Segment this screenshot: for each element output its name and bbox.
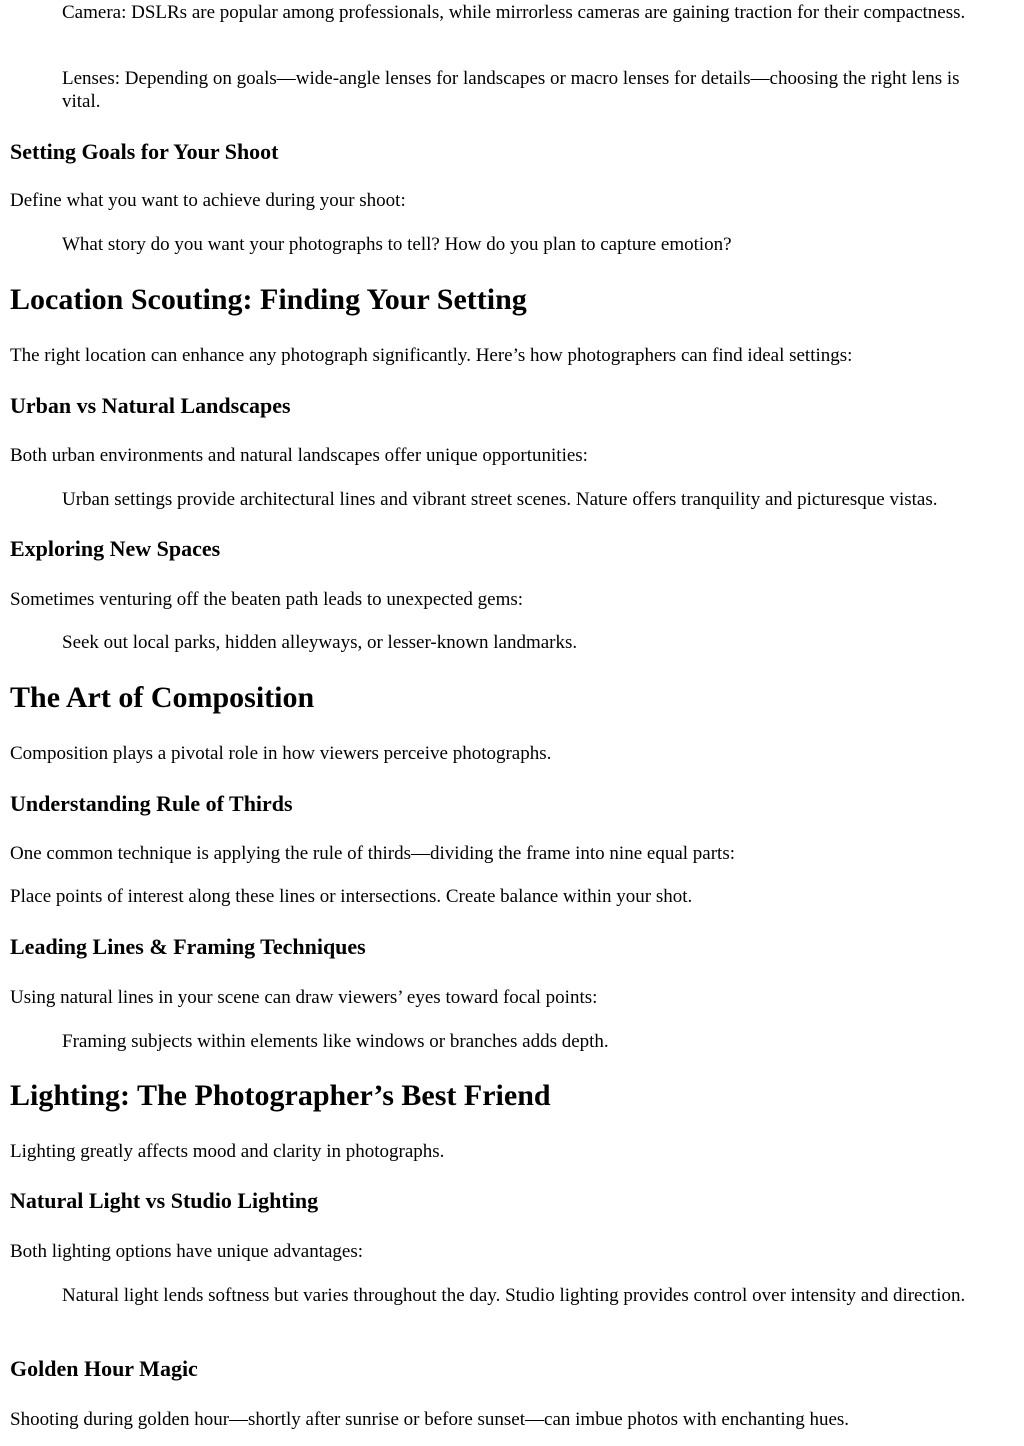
list-item-explore: Seek out local parks, hidden alleyways, or lesser-known landmarks. (62, 632, 578, 653)
paragraph-goals-intro: Define what you want to achieve during your shoot: (10, 190, 406, 211)
list-item-lenses: Lenses: Depending on goals—wide-angle lenses for landscapes or macro lenses for details—choosing the right lens is vital. (62, 68, 960, 112)
paragraph-natural-intro: Both lighting options have unique advantages: (10, 1241, 364, 1262)
section-heading-goals: Setting Goals for Your Shoot (10, 139, 279, 164)
subsection-heading-thirds: Understanding Rule of Thirds (10, 791, 293, 816)
paragraph-thirds-detail: Place points of interest along these lines or intersections. Create balance within your shot. (10, 886, 693, 907)
paragraph-golden-hour: Shooting during golden hour—shortly after sunrise or before sunset—can imbue photos with enchanting hues. (10, 1409, 850, 1430)
list-item-leading: Framing subjects within elements like windows or branches adds depth. (62, 1031, 609, 1052)
section-heading-composition: The Art of Composition (10, 681, 315, 714)
paragraph-composition-intro: Composition plays a pivotal role in how viewers perceive photographs. (10, 743, 552, 764)
paragraph-urban-intro: Both urban environments and natural landscapes offer unique opportunities: (10, 445, 588, 466)
subsection-heading-explore: Exploring New Spaces (10, 536, 221, 561)
paragraph-thirds-intro: One common technique is applying the rule of thirds—dividing the frame into nine equal parts: (10, 843, 735, 864)
section-heading-location: Location Scouting: Finding Your Setting (10, 283, 527, 316)
section-heading-lighting: Lighting: The Photographer’s Best Friend (10, 1079, 551, 1112)
subsection-heading-leading-lines: Leading Lines & Framing Techniques (10, 934, 366, 959)
list-item-natural-studio: Natural light lends softness but varies throughout the day. Studio lighting provides control over intensity and direction. (62, 1285, 966, 1306)
subsection-heading-urban: Urban vs Natural Landscapes (10, 393, 291, 418)
paragraph-explore-intro: Sometimes venturing off the beaten path leads to unexpected gems: (10, 589, 524, 610)
paragraph-location-intro: The right location can enhance any photograph significantly. Here’s how photographers can find ideal settings: (10, 345, 853, 366)
list-item-camera: Camera: DSLRs are popular among professionals, while mirrorless cameras are gaining traction for their compactness. (62, 2, 966, 23)
list-item-goals: What story do you want your photographs to tell? How do you plan to capture emotion? (62, 234, 732, 255)
paragraph-leading-intro: Using natural lines in your scene can draw viewers’ eyes toward focal points: (10, 987, 598, 1008)
list-item-urban: Urban settings provide architectural lines and vibrant street scenes. Nature offers tranquility and picturesque vistas. (62, 489, 938, 510)
paragraph-lighting-intro: Lighting greatly affects mood and clarity in photographs. (10, 1141, 445, 1162)
subsection-heading-natural-studio: Natural Light vs Studio Lighting (10, 1188, 319, 1213)
subsection-heading-golden-hour: Golden Hour Magic (10, 1356, 198, 1381)
